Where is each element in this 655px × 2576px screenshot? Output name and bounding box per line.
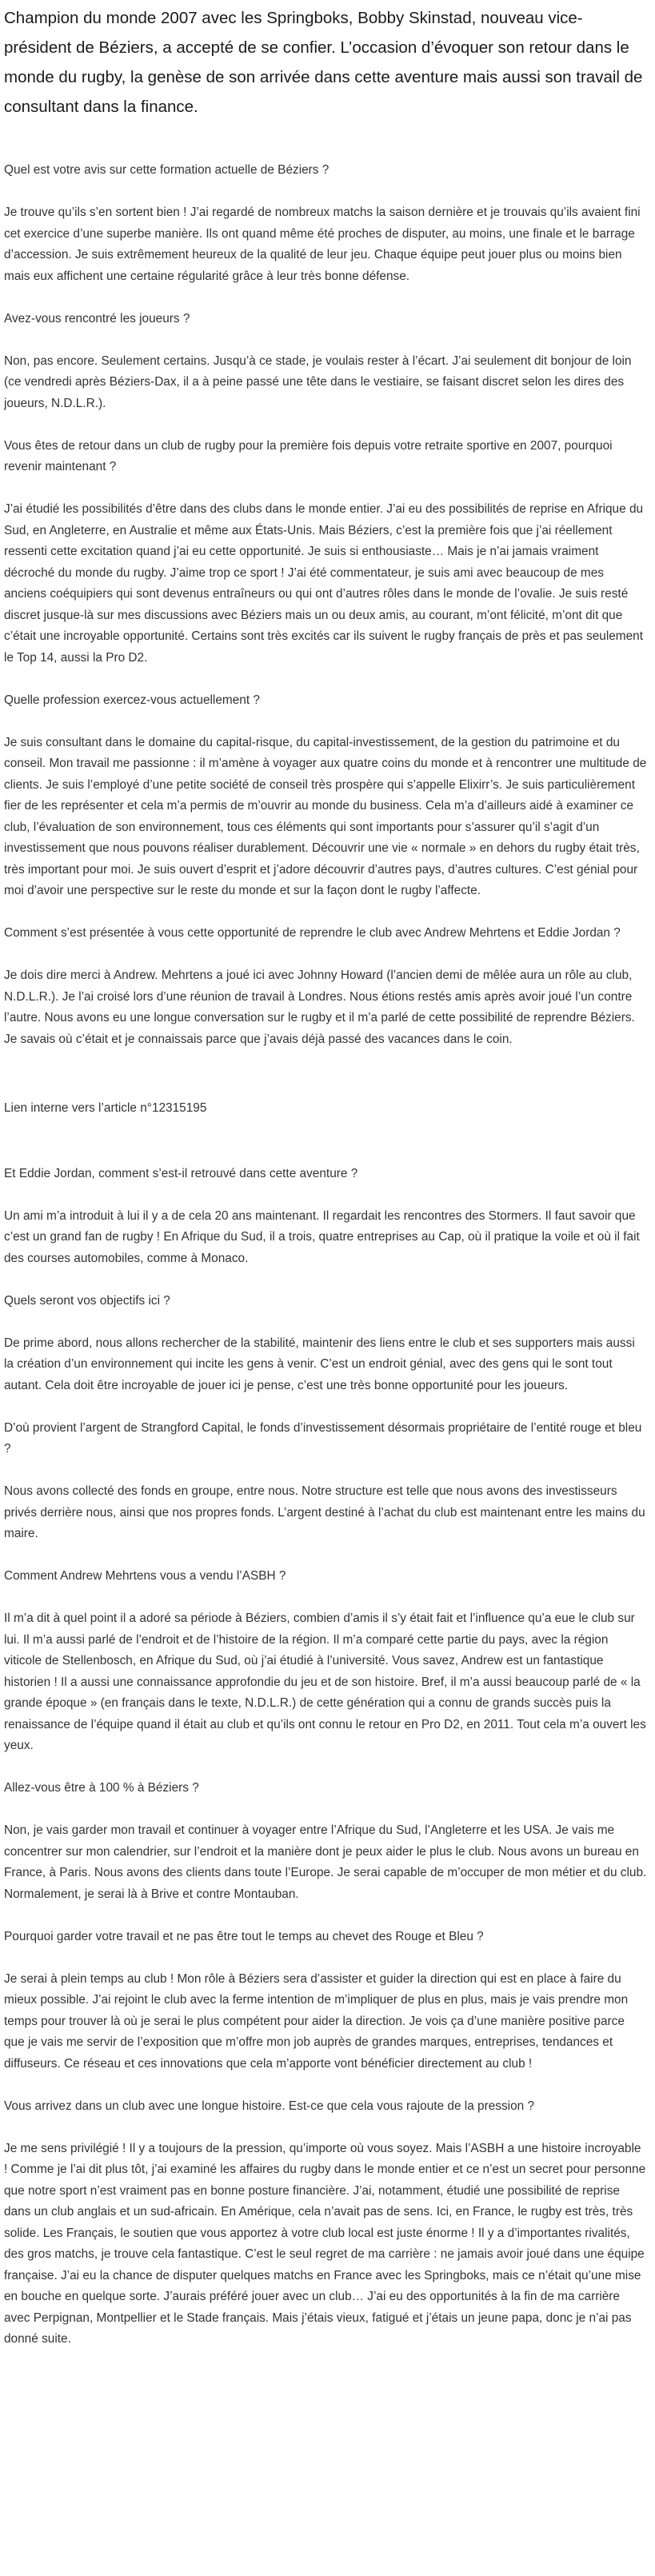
answer-8: Nous avons collecté des fonds en groupe, entre nous. Notre structure est telle que nous avons des investisseurs privés derrière nous, ainsi que nos propres fonds. L’argent destiné à l’achat du club est maintenant entre les mains du maire.: [4, 1484, 645, 1540]
question-1: Quel est votre avis sur cette formation actuelle de Béziers ?: [4, 163, 329, 177]
answer-9: Il m’a dit à quel point il a adoré sa période à Béziers, combien d’amis il s’y était fait et l’influence qu’a eue le club sur lui. Il m’a aussi parlé de l’endroit et de l’histoire de la région. Il m’a comparé cette partie du pays, avec la région viticole de Stellenbosch, en Afrique du Sud, où j’ai étudié à l’université. Vous savez, Andrew est un fantastique historien ! Il a aussi une connaissance approfondie du jeu et de son histoire. Bref, il m’a aussi beaucoup parlé de « la grande époque » (en français dans le texte, N.D.L.R.) de cette génération qui a connu de grands succès puis la renaissance de l’équipe quand il était au club et qu’ils ont connu le retour en Pro D2, en 2011. Tout cela m’a ouvert les yeux.: [4, 1611, 646, 1752]
internal-link-placeholder: Lien interne vers l’article n°12315195: [4, 1101, 207, 1115]
answer-10: Non, je vais garder mon travail et continuer à voyager entre l’Afrique du Sud, l’Angleterre et les USA. Je vais me concentrer sur mon calendrier, sur l’endroit et la manière dont je peux aider le plus le club. Nous avons un bureau en France, à Paris. Nous avons des clients dans toute l’Europe. Je serai capable de m’occuper de mon métier et du club. Normalement, je serai là à Brive et contre Montauban.: [4, 1823, 647, 1901]
answer-3: J’ai étudié les possibilités d’être dans des clubs dans le monde entier. J’ai eu des possibilités de reprise en Afrique du Sud, en Angleterre, en Australie et même aux États-Unis. Mais Béziers, c’est la première fois que j’ai réellement ressenti cette excitation quand j’ai eu cette opportunité. Je suis si enthousiaste… Mais je n’ai jamais vraiment décroché du monde du rugby. J’aime trop ce sport ! J’ai été commentateur, je suis ami avec beaucoup de mes anciens coéquipiers qui sont devenus entraîneurs ou qui ont d’autres rôles dans le monde de l’ovalie. Je suis resté discret jusque-là sur mes discussions avec Béziers mais un ou deux amis, au courant, m’ont félicité, m’ont dit que c’était une incroyable opportunité. Certains sont très excités car ils suivent le rugby français de près et pas seulement le Top 14, aussi la Pro D2.: [4, 502, 644, 665]
question-7: Quels seront vos objectifs ici ?: [4, 1293, 170, 1308]
question-11: Pourquoi garder votre travail et ne pas être tout le temps au chevet des Rouge et Bleu ?: [4, 1929, 484, 1943]
question-4: Quelle profession exercez-vous actuellement ?: [4, 693, 260, 707]
answer-1: Je trouve qu’ils s’en sortent bien ! J’ai regardé de nombreux matchs la saison dernière et je trouvais qu’ils avaient fini cet exercice d’une superbe manière. Ils ont quand même été proches de disputer, au moins, une finale et le barrage d’accession. Je suis extrêmement heureux de la qualité de leur jeu. Chaque équipe peut jouer plus ou moins bien mais eux affichent une certaine régularité grâce à leur très bonne défense.: [4, 206, 641, 283]
question-6: Et Eddie Jordan, comment s’est-il retrouvé dans cette aventure ?: [4, 1166, 358, 1180]
answer-11: Je serai à plein temps au club ! Mon rôle à Béziers sera d’assister et guider la direction qui est en place à faire du mieux possible. J’ai rejoint le club avec la ferme intention de m’impliquer de plus en plus, mais je vais prendre mon temps pour trouver là où je serai le plus compétent pour aider la direction. Je vois ça d’une manière positive parce que je vais me servir de l’exposition que m’offre mon job auprès de grandes marques, entreprises, tendances et diffuseurs. Ce réseau et ces innovations que cela m’apporte vont bénéficier directement au club !: [4, 1971, 629, 2071]
question-8: D’où provient l’argent de Strangford Capital, le fonds d’investissement désormais propriétaire de l’entité rouge et bleu ?: [4, 1420, 642, 1456]
question-5: Comment s’est présentée à vous cette opportunité de reprendre le club avec Andrew Mehrtens et Eddie Jordan ?: [4, 926, 621, 940]
answer-5: Je dois dire merci à Andrew. Mehrtens a joué ici avec Johnny Howard (l’ancien demi de mêlée aura un rôle au club, N.D.L.R.). Je l’ai croisé lors d’une réunion de travail à Londres. Nous étions restés amis après avoir joué l’un contre l’autre. Nous avons eu une longue conversation sur le rugby et il m’a parlé de cette possibilité de reprendre Béziers. Je savais où c’était et je connaissais parce que j’avais déjà passé des vacances dans le coin.: [4, 968, 635, 1046]
answer-12: Je me sens privilégié ! Il y a toujours de la pression, qu’importe où vous soyez. Mais l’ASBH a une histoire incroyable ! Comme je l’ai dit plus tôt, j’ai examiné les affaires du rugby dans le monde entier et ce n’est un secret pour personne que notre sport n’est vraiment pas en bonne posture financière. J’ai, notamment, étudié une possibilité de reprise dans un club anglais et un sud-africain. En Amérique, cela n’avait pas de sens. Ici, en France, le rugby est très, très solide. Les Français, le soutien que vous apportez à votre club local est juste énorme ! Il y a d’importantes rivalités, des gros matchs, je trouve cela fantastique. C’est le seul regret de ma carrière : ne jamais avoir joué dans une équipe française. J’ai eu la chance de disputer quelques matchs en France avec les Springboks, mais ce n’était qu’une mise en bouche en quelque sorte. J’aurais préféré jouer avec un club… J’ai eu des opportunités à la fin de ma carrière avec Perpignan, Montpellier et le Stade français. Mais j’étais vieux, fatigué et j’étais un jeune papa, donc je n’ai pas donné suite.: [4, 2141, 646, 2346]
question-3: Vous êtes de retour dans un club de rugby pour la première fois depuis votre retraite sportive en 2007, pourquoi revenir maintenant ?: [4, 438, 613, 473]
question-12: Vous arrivez dans un club avec une longue histoire. Est-ce que cela vous rajoute de la pression ?: [4, 2099, 535, 2113]
question-2: Avez-vous rencontré les joueurs ?: [4, 311, 190, 325]
answer-6: Un ami m’a introduit à lui il y a de cela 20 ans maintenant. Il regardait les rencontres des Stormers. Il faut savoir que c’est un grand fan de rugby ! En Afrique du Sud, il a trois, quatre entreprises au Cap, où il pratique la voile et où il fait des courses automobiles, comme à Monaco.: [4, 1208, 640, 1265]
answer-7: De prime abord, nous allons rechercher de la stabilité, maintenir des liens entre le club et ses supporters mais aussi la création d’un environnement qui incite les gens à venir. C’est un endroit génial, avec des gens qui le sont tout autant. Cela doit être incroyable de jouer ici je pense, c’est une très bonne opportunité pour les joueurs.: [4, 1336, 635, 1392]
article-intro: Champion du monde 2007 avec les Springboks, Bobby Skinstad, nouveau vice-président de Béziers, a accepté de se confier. L’occasion d’évoquer son retour dans le monde du rugby, la genèse de son arrivée dans cette aventure mais aussi son travail de consultant dans la finance.: [4, 9, 643, 116]
answer-4: Je suis consultant dans le domaine du capital-risque, du capital-investissement, de la gestion du patrimoine et du conseil. Mon travail me passionne : il m’amène à voyager aux quatre coins du monde et à rencontrer une multitude de clients. Je suis l’employé d’une petite société de conseil très prospère qui s’appelle Elixirr’s. Je suis particulièrement fier de les représenter et cela m’a permis de m’ouvrir au monde du business. Cela m’a d’ailleurs aidé à examiner ce club, l’évaluation de son environnement, tous ces éléments qui sont importants pour s’assurer qu’il s’agit d’un investissement que nous pouvons réaliser durablement. Découvrir une vie « normale » en dehors du rugby était très, très important pour moi. Je suis ouvert d’esprit et j’adore découvrir d’autres pays, d’autres cultures. C’est génial pour moi d’avoir une perspective sur le reste du monde et sur la façon dont le rugby l’affecte.: [4, 735, 647, 897]
answer-2: Non, pas encore. Seulement certains. Jusqu’à ce stade, je voulais rester à l’écart. J’ai seulement dit bonjour de loin (ce vendredi après Béziers-Dax, il a à peine passé une tête dans le vestiaire, se faisant discret selon les dires des joueurs, N.D.L.R.).: [4, 353, 632, 410]
question-9: Comment Andrew Mehrtens vous a vendu l’ASBH ?: [4, 1569, 286, 1583]
question-10: Allez-vous être à 100 % à Béziers ?: [4, 1781, 199, 1795]
